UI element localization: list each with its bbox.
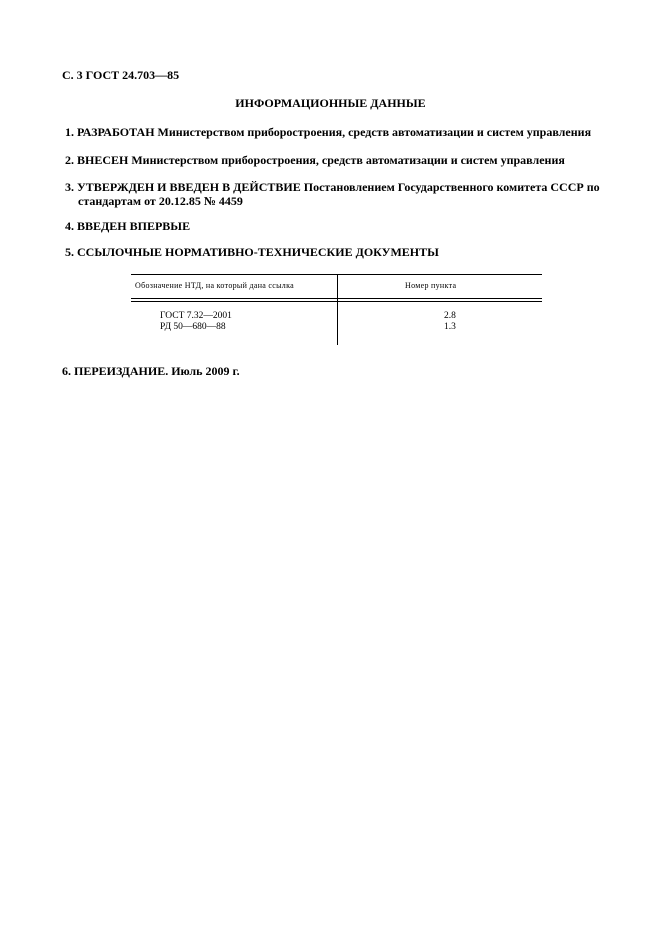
table-column-divider	[337, 274, 338, 345]
item-developed: 1. РАЗРАБОТАН Министерством приборостроения, средств автоматизации и систем управления	[65, 125, 592, 139]
table-cell-num: 2.8	[444, 311, 456, 321]
reference-table	[131, 274, 542, 345]
table-cell-doc: РД 50—680—88	[160, 322, 226, 332]
table-header-doc: Обозначение НТД, на который дана ссылка	[135, 281, 295, 290]
section-title: ИНФОРМАЦИОННЫЕ ДАННЫЕ	[235, 96, 426, 110]
item-reference-documents: 5. ССЫЛОЧНЫЕ НОРМАТИВНО-ТЕХНИЧЕСКИЕ ДОКУМЕНТЫ	[65, 245, 439, 259]
item-first-introduced: 4. ВВЕДЕН ВПЕРВЫЕ	[65, 219, 191, 233]
item-introduced: 2. ВНЕСЕН Министерством приборостроения, средств автоматизации и систем управления	[65, 153, 565, 167]
item-approved-line1: 3. УТВЕРЖДЕН И ВВЕДЕН В ДЕЙСТВИЕ Постановлением Государственного комитета СССР по	[65, 180, 600, 194]
item-approved-line2: стандартам от 20.12.85 № 4459	[78, 194, 243, 208]
item-approved	[65, 180, 600, 208]
table-cell-doc: ГОСТ 7.32—2001	[160, 311, 232, 321]
table-cell-num: 1.3	[444, 322, 456, 332]
page-header: С. 3 ГОСТ 24.703—85	[62, 68, 180, 82]
table-header-num: Номер пункта	[405, 281, 457, 290]
item-reissue: 6. ПЕРЕИЗДАНИЕ. Июль 2009 г.	[62, 364, 240, 378]
